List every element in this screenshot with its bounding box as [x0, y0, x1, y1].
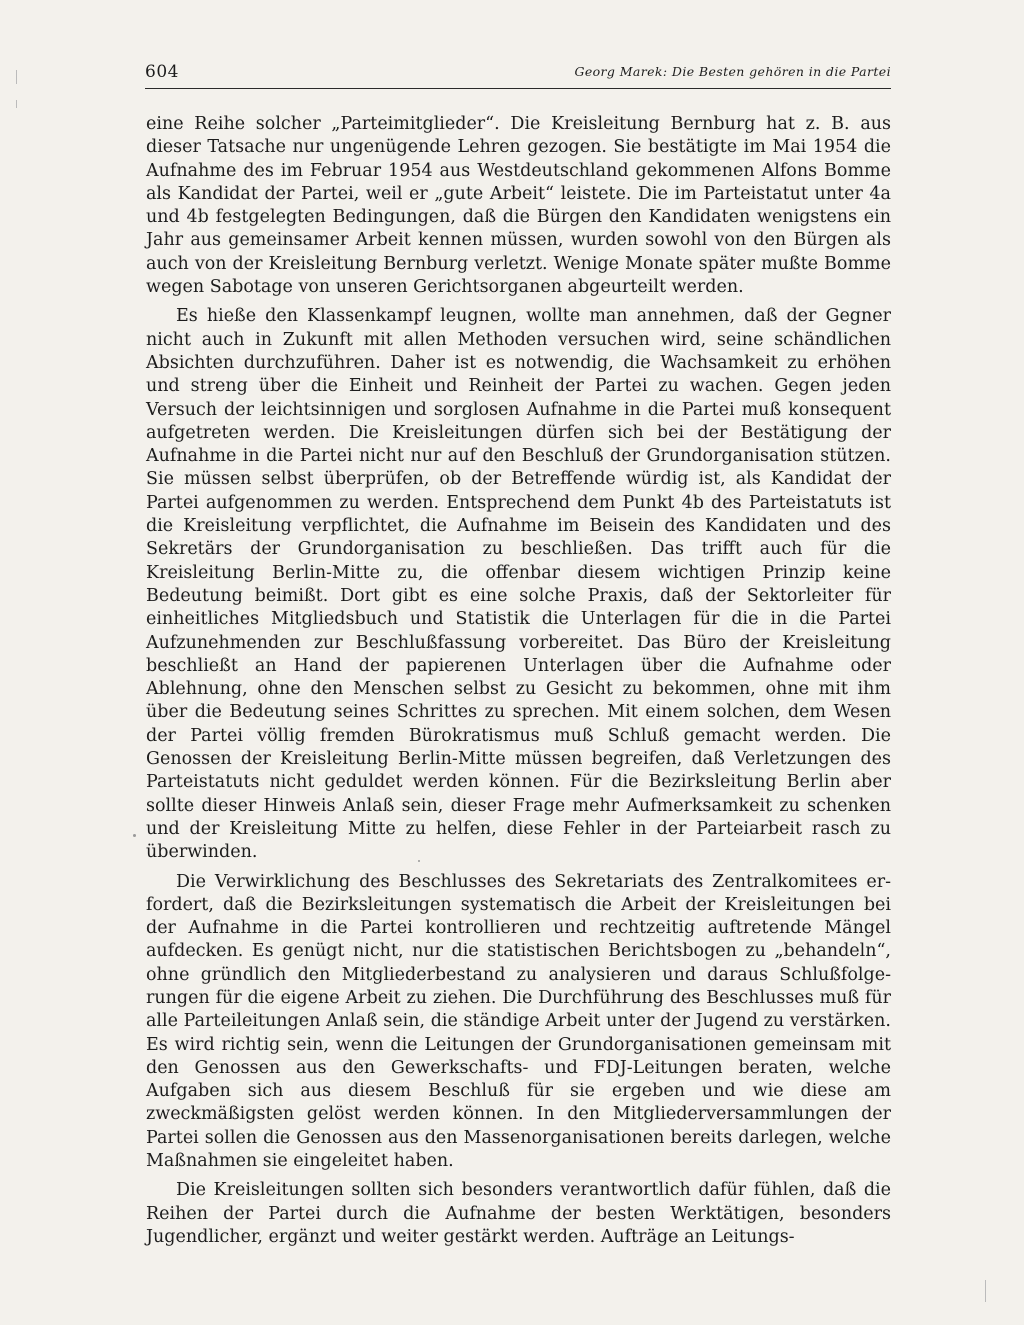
scan-speck: [133, 834, 136, 837]
scan-edge-mark: [16, 70, 17, 84]
paragraph-3: Die Verwirklichung des Beschlusses des Sekretariats des Zentralkomitees erfordert, daß die Bezirksleitungen systematisch die Arbeit der Kreisleitungen bei der Aufnahme in die Partei kontrollieren und rechtzeitig auftretende Mängel aufdecken. Es genügt nicht, nur die statistischen Berichtsbogen zu „behandeln“, ohne gründlich den Mitgliederbestand zu analysieren und daraus Schlußfolgerungen für die eigene Arbeit zu ziehen. Die Durchführung des Beschlusses muß für alle Parteileitungen Anlaß sein, die ständige Arbeit unter der Jugend zu verstärken. Es wird richtig sein, wenn die Leitungen der Grundorganisationen gemeinsam mit den Genossen aus den Gewerkschafts- und FDJ-Leitungen beraten, welche Aufgaben sich aus diesem Beschluß für sie ergeben und wie diese am zweckmäßigsten gelöst werden können. In den Mitgliederversammlungen der Partei sollen die Genossen aus den Massenorganisationen bereits darlegen, welche Maßnahmen sie eingeleitet haben.: [146, 871, 891, 1172]
scan-edge-mark: [985, 1280, 986, 1302]
page-header: [145, 58, 891, 89]
page-number: 604: [145, 62, 179, 82]
paragraph-4: Die Kreisleitungen sollten sich besonders verantwortlich dafür fühlen, daß die Reihen der Partei durch die Aufnahme der besten Werktätigen, besonders Jugendlicher, ergänzt und weiter gestärkt werden. Aufträge an Leitungs-: [146, 1180, 891, 1247]
paragraph-2: Es hieße den Klassenkampf leugnen, wollte man annehmen, daß der Gegner nicht auch in Zukunft mit allen Methoden versuchen wird, seine schändlichen Absichten durchzuführen. Daher ist es notwendig, die Wachsamkeit zu erhöhen und streng über die Einheit und Reinheit der Partei zu wachen. Gegen jeden Versuch der leichtsinnigen und sorglosen Aufnahme in die Partei muß konsequent aufgetreten werden. Die Kreisleitungen dürfen sich bei der Bestätigung der Aufnahme in die Partei nicht nur auf den Beschluß der Grundorganisation stützen. Sie müssen selbst überprüfen, ob der Betreffende würdig ist, als Kandidat der Partei aufgenommen zu werden. Entsprechend dem Punkt 4b des Parteistatuts ist die Kreisleitung verpflichtet, die Aufnahme im Beisein des Kandidaten und des Sekretärs der Grundorganisation zu beschließen. Das trifft auch für die Kreisleitung Berlin-Mitte zu, die offenbar diesem wichtigen Prinzip keine Bedeutung beimißt. Dort gibt es eine solche Praxis, daß der Sektorleiter für einheitliches Mitgliedsbuch und Statistik die Unterlagen für die in die Partei Aufzunehmenden zur Beschlußfassung vorbereitet. Das Büro der Kreisleitung beschließt an Hand der papierenen Unterlagen über die Aufnahme oder Ablehnung, ohne den Menschen selbst zu Gesicht zu bekommen, ohne mit ihm über die Bedeutung seines Schrittes zu sprechen. Mit einem solchen, dem Wesen der Partei völlig fremden Bürokratismus muß Schluß gemacht werden. Die Genossen der Kreisleitung Berlin-Mitte müssen begreifen, daß Verletzungen des Parteistatuts nicht geduldet werden können. Für die Bezirksleitung Berlin aber sollte dieser Hinweis Anlaß sein, dieser Frage mehr Aufmerksamkeit zu schenken und der Kreisleitung Mitte zu helfen, diese Fehler in der Parteiarbeit rasch zu überwinden.: [146, 306, 891, 863]
running-title: Georg Marek: Die Besten gehören in die Partei: [574, 64, 891, 79]
body-text: [146, 113, 891, 1255]
scan-speck: [418, 860, 420, 862]
paragraph-1: eine Reihe solcher „Parteimitglieder“. Die Kreisleitung Bernburg hat z. B. aus dieser Tatsache nur ungenügende Lehren gezogen. Sie bestätigte im Mai 1954 die Aufnahme des im Februar 1954 aus Westdeutschland gekommenen Alfons Bomme als Kandidat der Partei, weil er „gute Arbeit“ leistete. Die im Parteistatut unter 4a und 4b festgelegten Bedingungen, daß die Bürgen den Kandidaten wenigstens ein Jahr aus gemeinsamer Arbeit kennen müssen, wurden sowohl von den Bürgen als auch von der Kreisleitung Bernburg verletzt. Wenige Monate später mußte Bomme wegen Sabotage von unseren Gerichtsorganen abgeurteilt werden.: [146, 114, 891, 298]
scan-edge-mark: [16, 100, 17, 108]
